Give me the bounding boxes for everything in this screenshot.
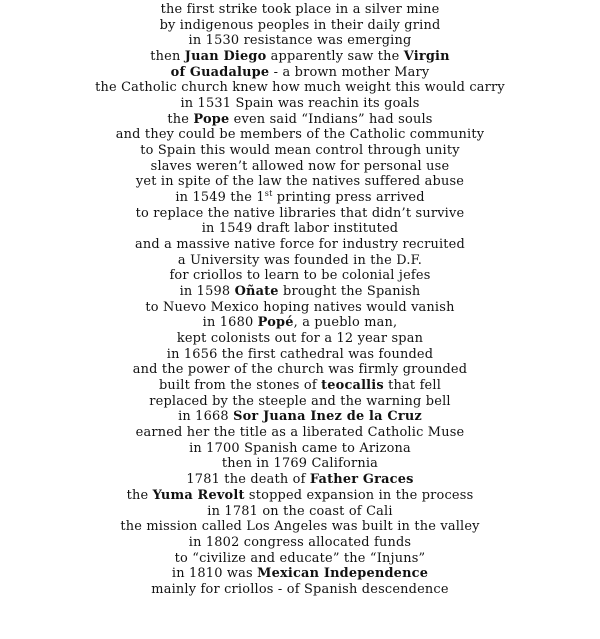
line-text: to replace the native libraries that didn’t survive: [135, 205, 465, 221]
line-text: and they could be members of the Catholic community: [115, 127, 485, 143]
poem-line: [0, 566, 600, 582]
line-text: the Catholic church knew how much weight this would carry: [95, 80, 505, 96]
line-text: the: [126, 487, 153, 503]
line-text: - a brown mother Mary: [269, 64, 430, 80]
line-text: to Nuevo Mexico hoping natives would vanish: [145, 299, 455, 315]
poem-line: [0, 300, 600, 316]
line-text: mainly for criollos - of Spanish descendence: [151, 581, 449, 597]
poem-line: [0, 425, 600, 441]
line-text: replaced by the steeple and the warning bell: [149, 393, 451, 409]
poem-line: [0, 347, 600, 363]
line-text: yet in spite of the law the natives suffered abuse: [135, 174, 465, 190]
poem-line: [0, 221, 600, 237]
poem-line: [0, 315, 600, 331]
line-text: slaves weren’t allowed now for personal use: [150, 158, 450, 174]
line-text: in 1530 resistance was emerging: [188, 33, 412, 49]
poem-line: [0, 284, 600, 300]
line-text: in 1668: [178, 409, 234, 425]
poem-line: [0, 33, 600, 49]
line-text: printing press arrived: [272, 190, 425, 206]
poem-line: [0, 409, 600, 425]
poem-line: [0, 18, 600, 34]
poem-line: [0, 65, 600, 81]
poem-line: [0, 127, 600, 143]
line-text: built from the stones of: [158, 378, 322, 394]
poem-line: [0, 159, 600, 175]
poem-line: [0, 441, 600, 457]
line-text: that fell: [383, 378, 442, 394]
poem-line: [0, 504, 600, 520]
line-text: and a massive native force for industry recruited: [135, 237, 465, 253]
bold-text: Virgin: [403, 49, 450, 65]
poem-line: [0, 268, 600, 284]
line-text: in 1656 the first cathedral was founded: [166, 346, 434, 362]
poem-line: [0, 237, 600, 253]
bold-text: Father Graces: [309, 472, 414, 488]
line-text: in 1810 was: [171, 566, 258, 582]
line-text: a University was founded in the D.F.: [177, 252, 423, 268]
line-text: then in 1769 California: [221, 456, 379, 472]
poem-line: [0, 112, 600, 128]
line-text: , a pueblo man,: [293, 315, 398, 331]
line-text: the mission called Los Angeles was built in the valley: [120, 519, 480, 535]
poem-line: [0, 362, 600, 378]
poem-line: [0, 49, 600, 65]
line-text: in 1549 the 1: [175, 190, 265, 206]
bold-text: Juan Diego: [184, 49, 267, 65]
line-text: in 1802 congress allocated funds: [188, 534, 412, 550]
bold-text: Mexican Independence: [257, 566, 429, 582]
poem-line: [0, 519, 600, 535]
poem-line: [0, 331, 600, 347]
poem-line: [0, 551, 600, 567]
poem-line: [0, 394, 600, 410]
line-text: the: [167, 111, 194, 127]
bold-text: Oñate: [234, 284, 279, 300]
bold-text: Yuma Revolt: [152, 487, 245, 503]
line-text: apparently saw the: [266, 49, 404, 65]
poem-line: [0, 488, 600, 504]
line-text: the first strike took place in a silver mine: [160, 2, 440, 17]
poem-line: [0, 96, 600, 112]
bold-text: teocallis: [321, 378, 384, 394]
poem-line: [0, 206, 600, 222]
line-text: kept colonists out for a 12 year span: [176, 331, 424, 347]
line-text: earned her the title as a liberated Catholic Muse: [135, 425, 465, 441]
line-text: to Spain this would mean control through unity: [140, 143, 460, 159]
poem-line: [0, 80, 600, 96]
line-text: for criollos to learn to be colonial jefes: [169, 268, 431, 284]
bold-text: Pope: [193, 111, 230, 127]
line-text: in 1680: [202, 315, 258, 331]
poem-line: [0, 174, 600, 190]
poem-line: [0, 190, 600, 206]
line-text: in 1598: [179, 284, 235, 300]
line-text: stopped expansion in the process: [244, 487, 474, 503]
poem-line: [0, 472, 600, 488]
bold-text: Sor Juana Inez de la Cruz: [233, 409, 422, 425]
poem-line: [0, 378, 600, 394]
line-text: in 1531 Spain was reachin its goals: [180, 96, 420, 112]
line-text: and the power of the church was firmly grounded: [132, 362, 468, 378]
line-text: brought the Spanish: [278, 284, 421, 300]
poem-line: [0, 535, 600, 551]
line-text: in 1700 Spanish came to Arizona: [189, 440, 411, 456]
line-text: then: [150, 49, 185, 65]
line-text: even said “Indians” had souls: [229, 111, 433, 127]
poem-line: [0, 2, 600, 18]
poem-line: [0, 253, 600, 269]
bold-text: Popé: [257, 315, 294, 331]
line-text: in 1549 draft labor instituted: [201, 221, 399, 237]
superscript-text: st: [264, 189, 273, 199]
line-text: 1781 the death of: [186, 472, 310, 488]
bold-text: of Guadalupe: [170, 64, 270, 80]
line-text: by indigenous peoples in their daily grind: [159, 17, 441, 33]
poem-line: [0, 143, 600, 159]
line-text: to “civilize and educate” the “Injuns”: [174, 550, 426, 566]
line-text: in 1781 on the coast of Cali: [207, 503, 393, 519]
poem-line: [0, 456, 600, 472]
poem-line: [0, 582, 600, 598]
